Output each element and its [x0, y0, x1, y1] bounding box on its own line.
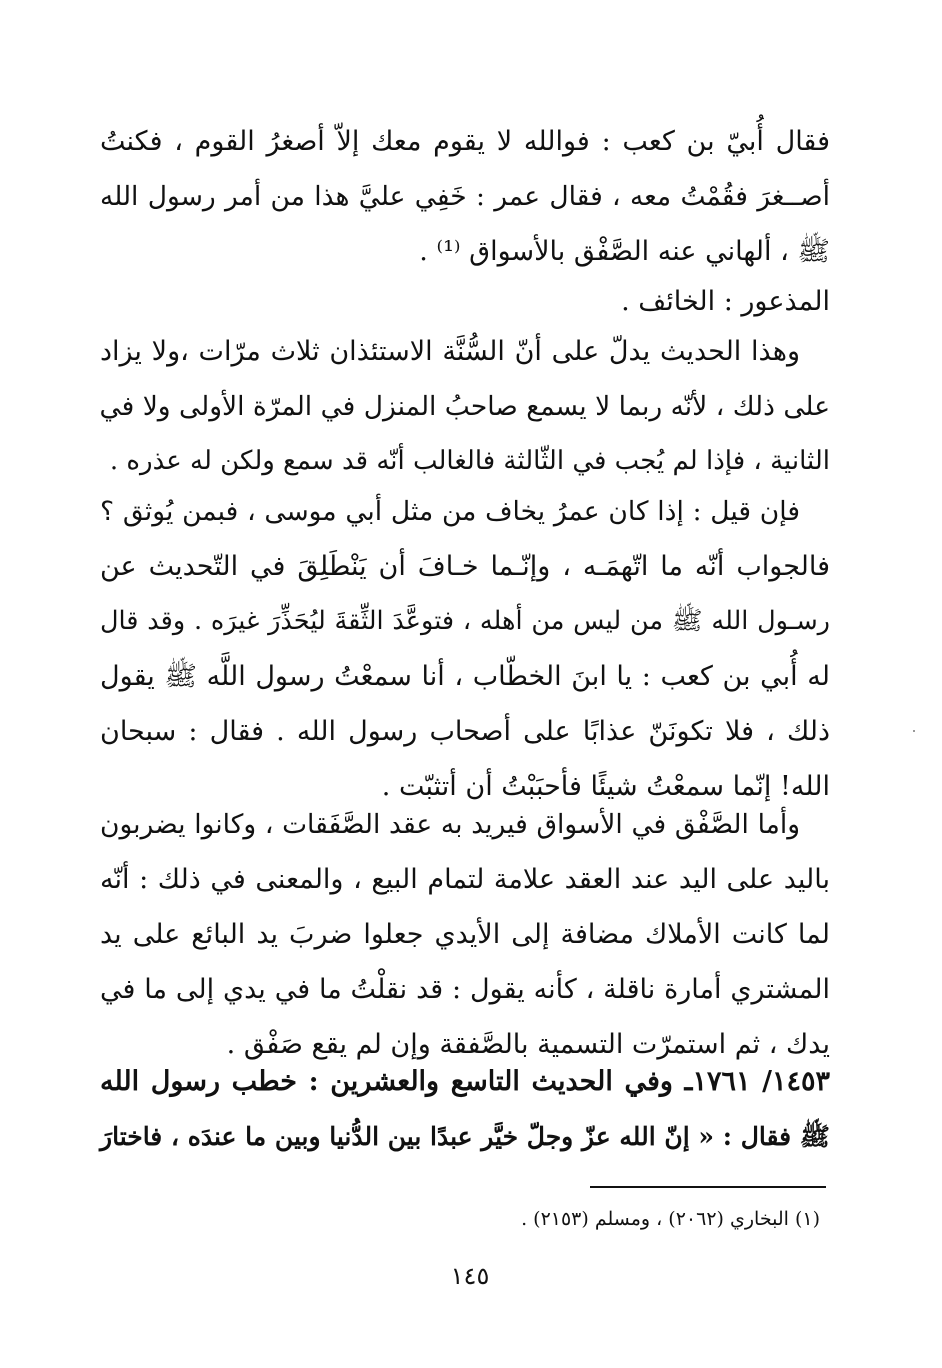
text-line: له أُبي بن كعب : يا ابنَ الخطّاب ، أنا سمعْتُ رسول اللَّه ﷺ يقول [100, 661, 830, 692]
paragraph-commentary [100, 324, 830, 489]
text-line: لما كانت الأملاك مضافة إلى الأيدي جعلوا ضربَ يد البائع على يد [100, 919, 830, 950]
paragraph-hadith-narration [100, 114, 830, 279]
text-line-bold: ١٤٥٣/ ١٧٦١ـ وفي الحديث التاسع والعشرين : خطب رسول الله [100, 1066, 831, 1097]
paragraph-explanation [100, 797, 830, 1072]
text-line: وأما الصَّفْق في الأسواق فيريد به عقد الصَّفَقات ، وكانوا يضربون [100, 809, 800, 840]
paragraph-definition [100, 274, 830, 329]
text-line: فالجواب أنّه ما اتّهمَـه ، وإنّـما خـافَ أن يَنْطَلِقَ في التّحديث عن [100, 551, 830, 582]
text-line: يدك ، ثم استمرّت التسمية بالصَّفقة وإن لم يقع صَفْق . [226, 1029, 830, 1060]
footnote: (١) البخاري (٢٠٦٢) ، ومسلم (٢١٥٣) . [521, 1208, 820, 1230]
text-line: الله! إنّما سمعْتُ شيئًا فأحبَبْتُ أن أتثبّت . [381, 771, 830, 802]
text-line: ذلك ، فلا تكونَنّ عذابًا على أصحاب رسول الله . فقال : سبحان [100, 716, 830, 747]
text-line-bold: ﷺ فقال : « إنّ الله عزّ وجلّ خيَّر عبدًا بين الدُّنيا وبين ما عندَه ، فاختارَ [100, 1122, 830, 1151]
page-number: ١٤٥ [450, 1262, 490, 1290]
paragraph-hadith-heading [100, 1054, 830, 1164]
text-line: فقال أُبيّ بن كعب : فوالله لا يقوم معك إلاّ أصغرُ القوم ، فكنتُ [100, 126, 830, 157]
text-line: ﷺ ، ألهاني عنه الصَّفْق بالأسواق ⁽¹⁾ . [419, 236, 830, 267]
text-line: على ذلك ، لأنّه ربما لا يسمع صاحبُ المنزل في المرّة الأولى ولا في [99, 391, 830, 422]
text-line: المذعور : الخائف . [621, 286, 830, 317]
text-line: وهذا الحديث يدلّ على أنّ السُّنَّة الاستئذان ثلاث مرّات ،ولا يزاد [100, 336, 800, 367]
text-line: المشتري أمارة ناقلة ، كأنه يقول : قد نقلْتُ ما في يدي إلى ما في [100, 974, 830, 1005]
text-line: فإن قيل : إذا كان عمرُ يخاف من مثل أبي موسى ، فبمن يُوثق ؟ [100, 496, 800, 527]
text-line: أصــغرَ فقُمْتُ معه ، فقال عمر : خَفِي عليَّ هذا من أمر رسول الله [100, 181, 830, 212]
footnote-separator [590, 1186, 826, 1188]
text-line: رسـول الله ﷺ من ليس من أهله ، فتوعَّدَ الثِّقةَ ليُحَذِّرَ غيرَه . وقد قال [100, 606, 830, 636]
text-line: الثانية ، فإذا لم يُجب في الثّالثة فالغالب أنّه قد سمع ولكن له عذره . [109, 446, 830, 476]
paragraph-question-answer [100, 484, 830, 814]
margin-speck [913, 730, 915, 732]
text-line: باليد على اليد عند العقد علامة لتمام البيع ، والمعنى في ذلك : أنّه [100, 864, 830, 895]
